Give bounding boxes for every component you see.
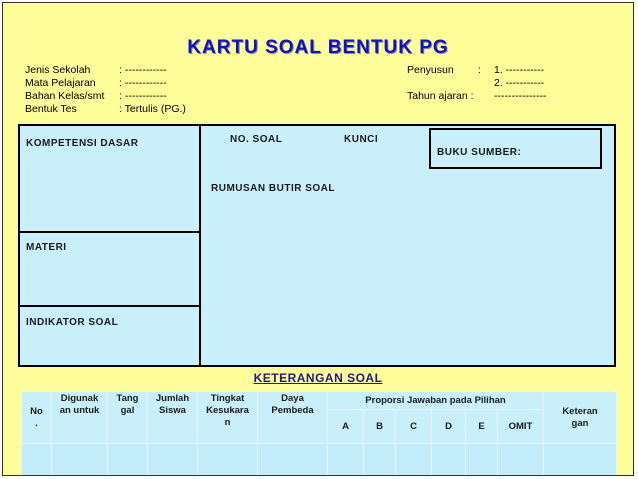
table-cell <box>498 444 544 477</box>
buku-sumber-label: BUKU SUMBER: <box>437 147 522 158</box>
jenis-sekolah-label: Jenis Sekolah <box>25 64 91 76</box>
table-row <box>22 444 617 477</box>
table-cell <box>328 444 364 477</box>
table-cell <box>396 444 432 477</box>
table-cell <box>198 444 258 477</box>
mata-pelajaran-label: Mata Pelajaran <box>25 77 96 89</box>
jenis-sekolah-value: : ------------ <box>119 64 167 76</box>
kompetensi-dasar-label: KOMPETENSI DASAR <box>26 138 139 149</box>
table-cell <box>258 444 328 477</box>
col-keterangan: Keteran gan <box>544 392 617 444</box>
table-cell <box>544 444 617 477</box>
soal-card <box>2 2 634 476</box>
table-cell <box>432 444 466 477</box>
indikator-soal-label: INDIKATOR SOAL <box>26 317 119 328</box>
rumusan-butir-soal-label: RUMUSAN BUTIR SOAL <box>211 183 335 194</box>
table-cell <box>466 444 498 477</box>
col-e: E <box>466 410 498 444</box>
tahun-ajaran-label: Tahun ajaran : <box>407 90 474 102</box>
col-b: B <box>364 410 396 444</box>
col-jumlah-siswa: Jumlah Siswa <box>148 392 198 444</box>
table-cell <box>364 444 396 477</box>
col-daya-pembeda: Daya Pembeda <box>258 392 328 444</box>
no-soal-label: NO. SOAL <box>230 134 283 145</box>
col-proporsi: Proporsi Jawaban pada Pilihan <box>328 392 544 410</box>
col-tanggal: Tang gal <box>108 392 148 444</box>
table-cell <box>52 444 108 477</box>
penyusun-label: Penyusun <box>407 64 454 76</box>
col-c: C <box>396 410 432 444</box>
page-title: KARTU SOAL BENTUK PG <box>187 37 449 58</box>
kunci-label: KUNCI <box>344 134 379 145</box>
bentuk-tes-value: : Tertulis (PG.) <box>119 103 186 115</box>
table-header-row <box>22 392 617 410</box>
col-tingkat-kesukaran: Tingkat Kesukara n <box>198 392 258 444</box>
col-a: A <box>328 410 364 444</box>
penyusun-2: 2. ----------- <box>494 77 545 89</box>
kompetensi-dasar-box <box>18 124 201 233</box>
table-cell <box>108 444 148 477</box>
penyusun-1: 1. ----------- <box>494 64 545 76</box>
col-d: D <box>432 410 466 444</box>
bahan-kelas-value: : ------------ <box>119 90 167 102</box>
penyusun-colon: : <box>478 64 481 76</box>
keterangan-soal-title: KETERANGAN SOAL <box>253 371 383 385</box>
col-omit: OMIT <box>498 410 544 444</box>
tahun-ajaran-value: --------------- <box>494 90 547 102</box>
bahan-kelas-label: Bahan Kelas/smt <box>25 90 105 102</box>
col-digunakan: Digunak an untuk <box>52 392 108 444</box>
bentuk-tes-label: Bentuk Tes <box>25 103 77 115</box>
table-cell <box>22 444 52 477</box>
col-no: No . <box>22 392 52 444</box>
table-cell <box>148 444 198 477</box>
materi-box <box>18 231 201 307</box>
buku-sumber-box <box>429 128 602 169</box>
mata-pelajaran-value: : ------------ <box>119 77 167 89</box>
materi-label: MATERI <box>26 242 67 253</box>
keterangan-table <box>21 391 617 476</box>
indikator-soal-box <box>18 305 201 367</box>
